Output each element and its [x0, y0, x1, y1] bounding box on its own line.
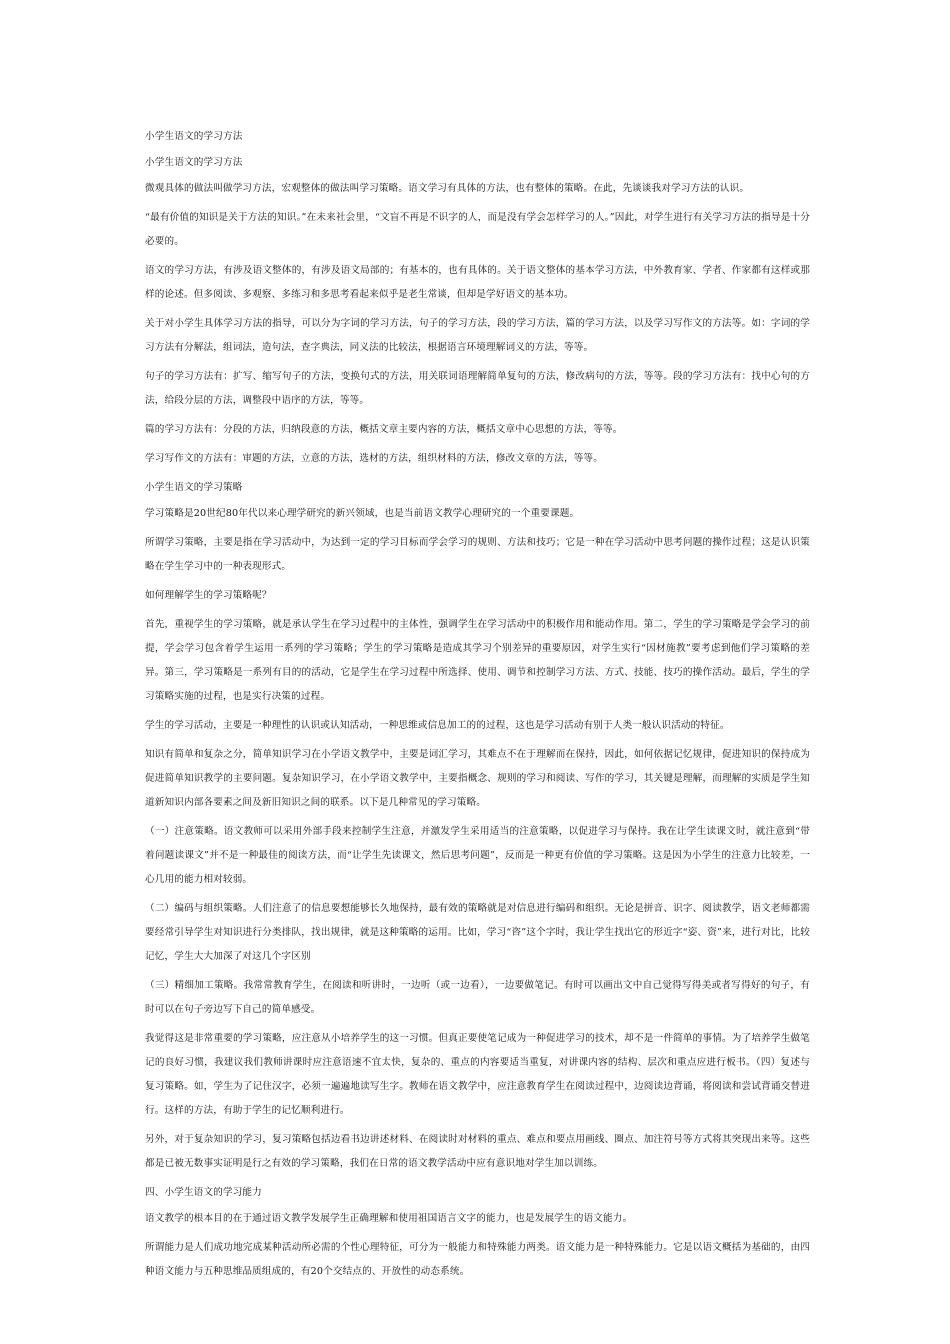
paragraph: （三）精细加工策略。我常常教育学生，在阅读和听讲时，一边听（或一边看），一边要做笔记。有时可以画出文中自己觉得写得美或者写得好的句子，有时可以在句子旁边写下自己的简单感受。 — [145, 980, 810, 1015]
document-title: 小学生语文的学习方法 — [145, 131, 243, 142]
paragraph: 所谓学习策略，主要是指在学习活动中，为达到一定的学习目标而学会学习的规则、方法和技巧；它是一种在学习活动中思考问题的操作过程；这是认识策略在学生学习中的一种表现形式。 — [145, 537, 810, 572]
paragraph: 微观具体的做法叫做学习方法，宏观整体的做法叫学习策略。语文学习有具体的方法，也有整体的策略。在此，先谈谈我对学习方法的认识。 — [145, 183, 750, 194]
paragraph: 学习策略是20世纪80年代以来心理学研究的新兴领域，也是当前语文教学心理研究的一个重要课题。 — [145, 508, 580, 519]
paragraph: 如何理解学生的学习策略呢？ — [145, 590, 272, 601]
paragraph: 句子的学习方法有：扩写、缩写句子的方法，变换句式的方法，用关联词语理解简单复句的方法，修改病句的方法，等等。段的学习方法有：找中心句的方法，给段分层的方法，调整段中语序的方法，等等。 — [145, 371, 810, 406]
paragraph: 首先，重视学生的学习策略，就是承认学生在学习过程中的主体性，强调学生在学习活动中的积极作用和能动作用。第二，学生的学习策略是学会学习的前提，学会学习包含着学生运用一系列的学习策略；学生的学习策略是造成其学习个别差异的重要原因，对学生实行“因材施教”要考虑到他们学习策略的差异。第三，学习策略是一系列有目的的活动，它是学生在学习过程中所选择、使用、调节和控制学习方法、方式、技能、技巧的操作活动。最后，学生的学习策略实施的过程，也是实行决策的过程。 — [145, 619, 810, 702]
paragraph: （一）注意策略。语文教师可以采用外部手段来控制学生注意，并激发学生采用适当的注意策略，以促进学习与保持。我在让学生读课文时，就注意到“带着问题读课文”并不是一种最佳的阅读方法，而“让学生先读课文，然后思考问题”，反而是一种更有价值的学习策略。这是因为小学生的注意力比较差，一心几用的能力相对较弱。 — [145, 826, 810, 885]
paragraph: 我觉得这是非常重要的学习策略，应注意从小培养学生的这一习惯。但真正要使笔记成为一种促进学习的技术，却不是一件简单的事情。为了培养学生做笔记的良好习惯，我建议我们教师讲课时应注意语速不宜太快，复杂的、重点的内容要适当重复，对讲课内容的结构、层次和重点应进行板书。（四）复述与复习策略。如，学生为了记住汉字，必须一遍遍地读写生字。教师在语文教学中，应注意教育学生在阅读过程中，边阅读边背诵，将阅读和尝试背诵交替进行。这样的方法，有助于学生的记忆顺利进行。 — [145, 1033, 810, 1116]
paragraph: 篇的学习方法有：分段的方法，归纳段意的方法，概括文章主要内容的方法，概括文章中心思想的方法，等等。 — [145, 424, 623, 435]
paragraph: “最有价值的知识是关于方法的知识。”在未来社会里，“文盲不再是不识字的人，而是没有学会怎样学习的人。”因此，对学生进行有关学习方法的指导是十分必要的。 — [145, 212, 810, 247]
document-body — [145, 125, 810, 1289]
paragraph: 学生的学习活动，主要是一种理性的认识或认知活动，一种思维或信息加工的的过程，这也是学习活动有别于人类一般认识活动的特征。 — [145, 720, 730, 731]
paragraph: 学习写作文的方法有：审题的方法，立意的方法，选材的方法，组织材料的方法，修改文章的方法，等等。 — [145, 453, 603, 464]
paragraph: 语文教学的根本目的在于通过语文教学发展学生正确理解和使用祖国语言文字的能力，也是发展学生的语文能力。 — [145, 1213, 633, 1224]
paragraph: 关于对小学生具体学习方法的指导，可以分为字词的学习方法，句子的学习方法，段的学习方法，篇的学习方法，以及学习写作文的方法等。如：字词的学习方法有分解法，组词法，造句法，查字典法，同义法的比较法，根据语言环境理解词义的方法，等等。 — [145, 318, 810, 353]
paragraph: 语文的学习方法，有涉及语文整体的，有涉及语文局部的；有基本的，也有具体的。关于语文整体的基本学习方法，中外教育家、学者、作家都有这样或那样的论述。但多阅读、多观察、多练习和多思考看起来似乎是老生常谈，但却是学好语文的基本功。 — [145, 265, 810, 300]
section-heading: 四、小学生语文的学习能力 — [145, 1187, 262, 1198]
paragraph: 所谓能力是人们成功地完成某种活动所必需的个性心理特征，可分为一般能力和特殊能力两类。语文能力是一种特殊能力。它是以语文概括为基础的，由四种语文能力与五种思维品质组成的，有20个交结点的、开放性的动态系统。 — [145, 1242, 810, 1277]
paragraph: 小学生语文的学习方法 — [145, 157, 243, 168]
paragraph: 另外，对于复杂知识的学习，复习策略包括边看书边讲述材料、在阅读时对材料的重点、难点和要点用画线、圈点、加注符号等方式将其突现出来等。这些都是已被无数事实证明是行之有效的学习策略，我们在日常的语文教学活动中应有意识地对学生加以训练。 — [145, 1134, 810, 1169]
section-heading: 小学生语文的学习策略 — [145, 482, 243, 493]
paragraph: 知识有简单和复杂之分，简单知识学习在小学语文教学中，主要是词汇学习，其难点不在于理解而在保持，因此，如何依据记忆规律，促进知识的保持成为促进简单知识教学的主要问题。复杂知识学习，在小学语文教学中，主要指概念、规则的学习和阅读、写作的学习，其关键是理解，而理解的实质是学生知道新知识内部各要素之间及新旧知识之间的联系。以下是几种常见的学习策略。 — [145, 749, 810, 808]
paragraph: （二）编码与组织策略。人们注意了的信息要想能够长久地保持，最有效的策略就是对信息进行编码和组织。无论是拼音、识字、阅读教学，语文老师都需要经常引导学生对知识进行分类排队，找出规律，就是这种策略的运用。比如，学习“咨”这个字时，我让学生找出它的形近字“姿、资”来，进行对比，比较记忆，学生大大加深了对这几个字区别 — [145, 903, 810, 962]
